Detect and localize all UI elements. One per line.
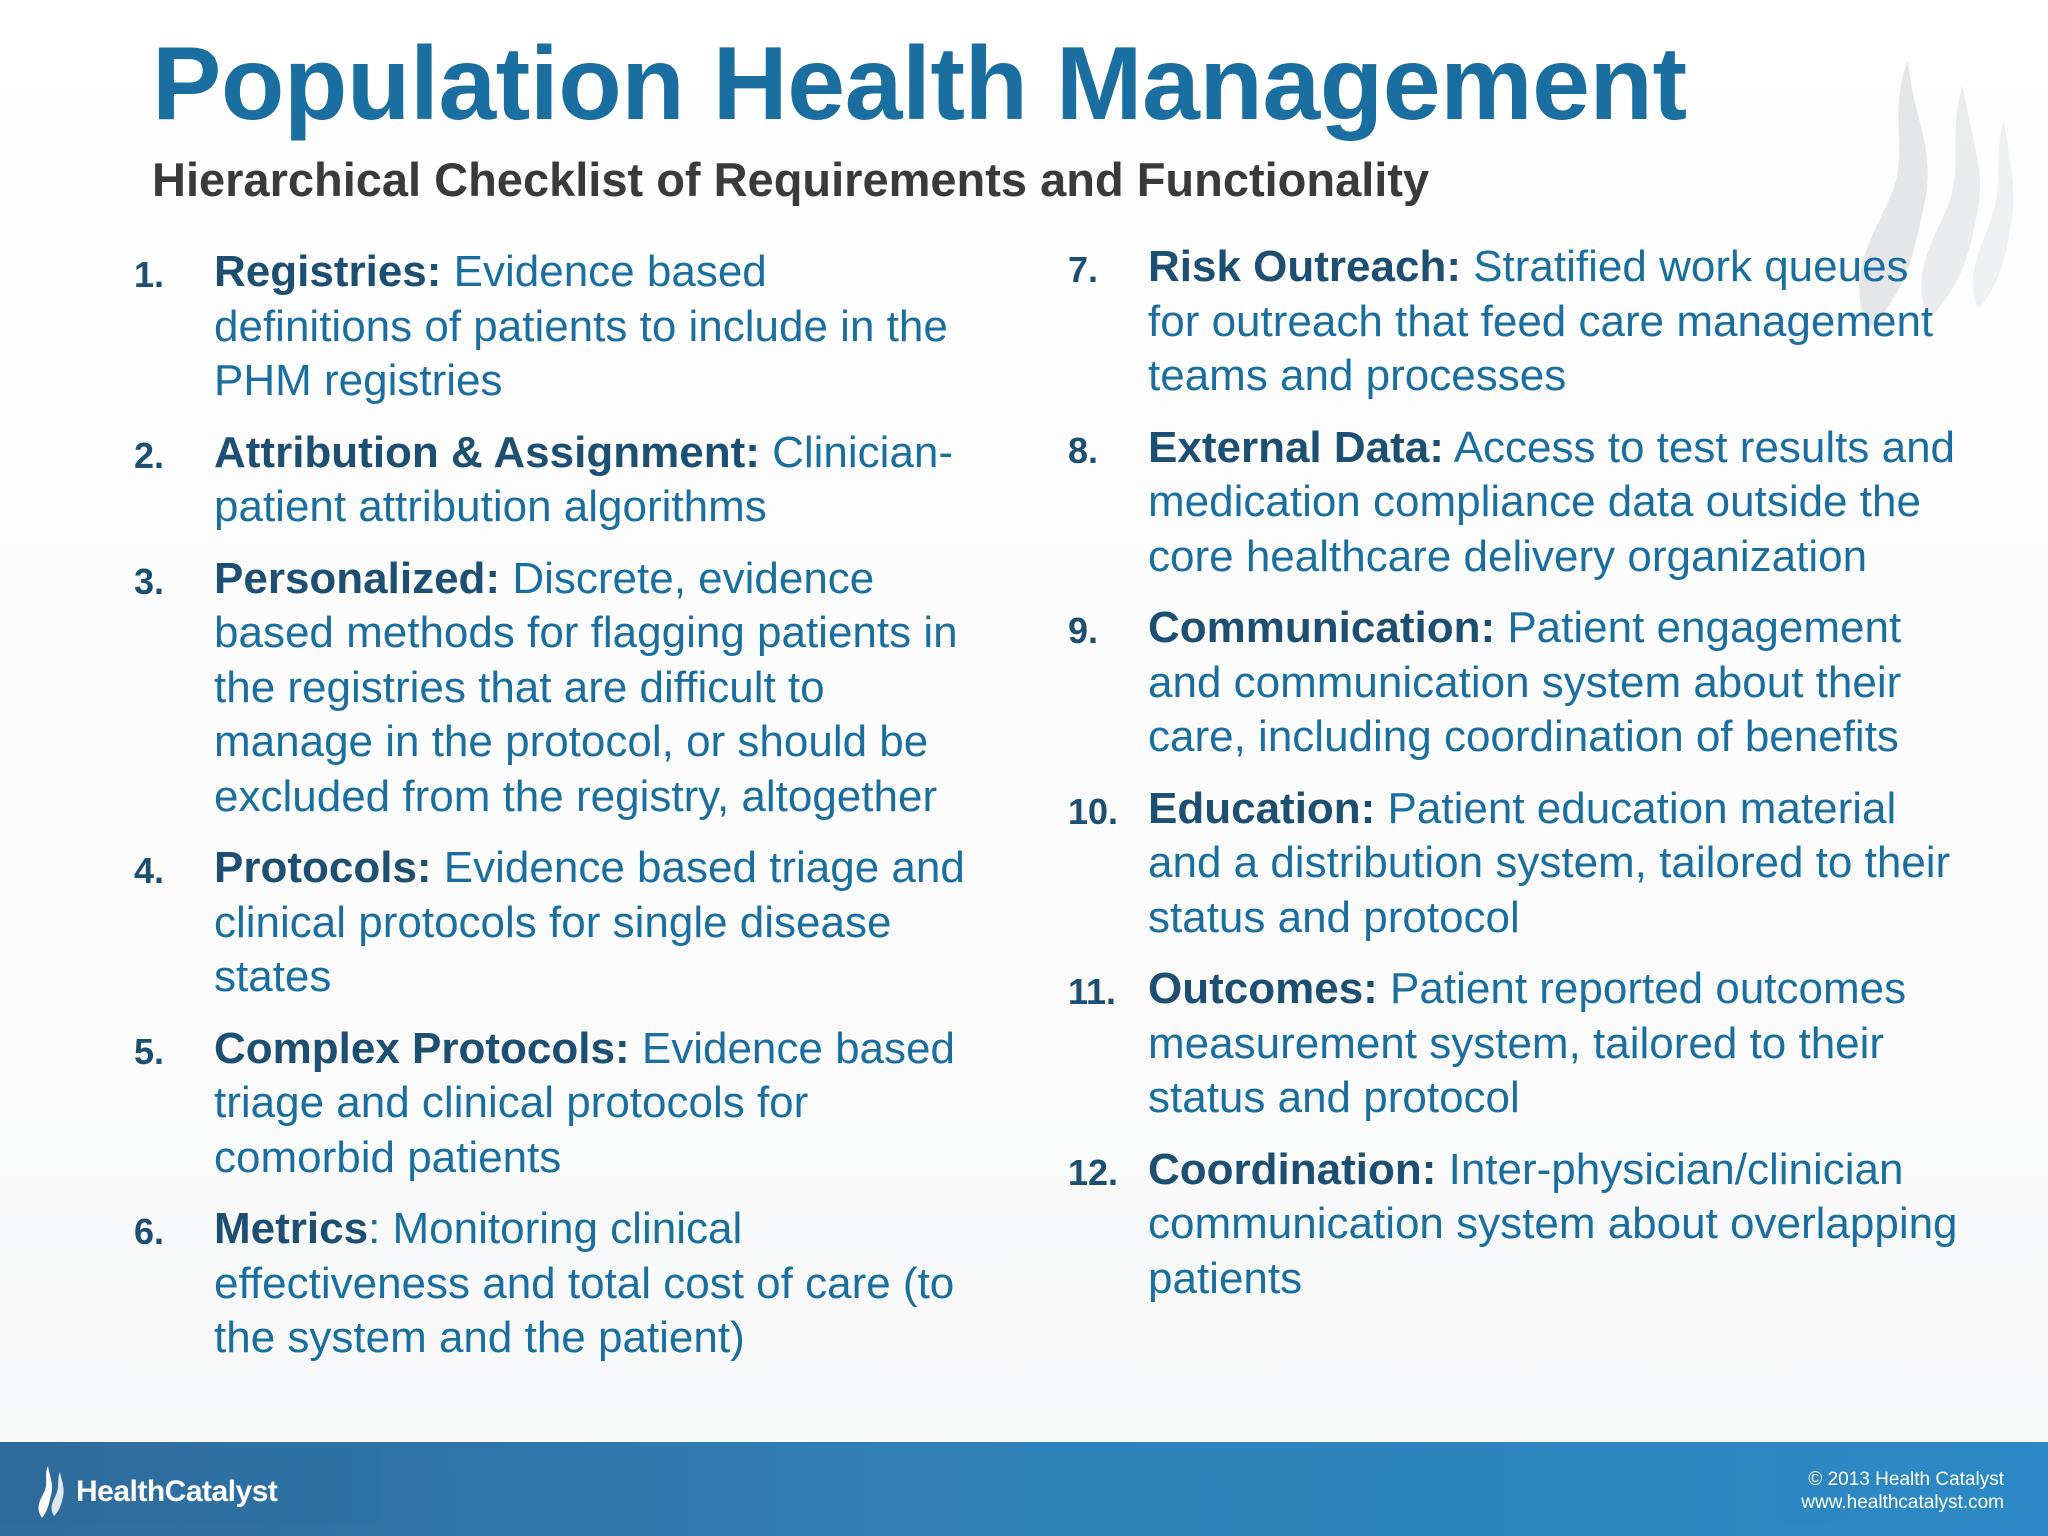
flame-icon: [34, 1464, 68, 1520]
footer-bar: [0, 1442, 2048, 1536]
logo-text: HealthCatalyst: [76, 1475, 278, 1508]
item-description: : Monitoring clinical effectiveness and total cost of care (to the system and the patient): [214, 1204, 955, 1362]
item-description: Discrete, evidence based methods for flagging patients in the registries that are difficult to manage in the protocol, or should be excluded from the registry, altogether: [214, 553, 958, 821]
item-number: 8.: [1068, 429, 1099, 471]
item-description: Evidence based triage and clinical protocols for comorbid patients: [214, 1023, 955, 1182]
checklist-item: [1068, 782, 1968, 946]
item-description: Evidence based triage and clinical protocols for single disease states: [214, 843, 965, 1001]
item-number: 12.: [1068, 1151, 1119, 1193]
item-number: 7.: [1068, 249, 1099, 290]
footer-info: [1801, 1468, 2004, 1514]
health-catalyst-logo: [34, 1464, 277, 1520]
item-term: Education:: [1148, 783, 1376, 833]
item-number: 9.: [1068, 610, 1099, 651]
item-number: 3.: [134, 560, 165, 602]
item-description: Patient education material and a distribution system, tailored to their status and protocol: [1148, 783, 1951, 942]
item-term: Coordination:: [1148, 1144, 1437, 1194]
checklist-item: [134, 1202, 974, 1366]
checklist-item: [134, 552, 974, 825]
checklist-item: [1068, 962, 1968, 1126]
item-description: Patient reported outcomes measurement system, tailored to their status and protocol: [1148, 964, 1907, 1122]
copyright-text: © 2013 Health Catalyst: [1808, 1469, 2004, 1490]
item-description: Evidence based definitions of patients to include in the PHM registries: [214, 247, 948, 405]
item-term: Attribution & Assignment:: [214, 427, 760, 477]
item-term: Outcomes:: [1148, 964, 1378, 1013]
item-term: Complex Protocols:: [214, 1023, 630, 1073]
item-description: Clinician-patient attribution algorithms: [214, 427, 954, 531]
item-term: Personalized:: [214, 553, 501, 603]
item-term: Registries:: [214, 247, 442, 296]
item-term: Risk Outreach:: [1148, 242, 1461, 291]
item-description: Stratified work queues for outreach that feed care management teams and processes: [1148, 242, 1934, 400]
checklist-right-column: [1068, 240, 1968, 1323]
item-number: 10.: [1068, 790, 1119, 832]
page-title: Population Health Management: [152, 26, 1687, 142]
checklist-item: [1068, 1143, 1968, 1307]
item-number: 1.: [134, 254, 165, 295]
item-term: Communication:: [1148, 603, 1496, 652]
checklist-item: [134, 426, 974, 535]
checklist-item: [1068, 601, 1968, 765]
item-number: 4.: [134, 850, 165, 891]
checklist-item: [134, 245, 974, 409]
item-term: Protocols:: [214, 843, 432, 892]
checklist-left-column: [134, 245, 974, 1383]
item-number: 5.: [134, 1030, 165, 1072]
item-number: 2.: [134, 434, 165, 476]
item-description: Inter-physician/clinician communication system about overlapping patients: [1148, 1144, 1958, 1303]
item-number: 6.: [134, 1211, 165, 1252]
item-term: External Data:: [1148, 422, 1444, 472]
checklist-item: [1068, 421, 1968, 585]
website-link[interactable]: www.healthcatalyst.com: [1801, 1492, 2004, 1513]
item-number: 11.: [1068, 971, 1117, 1012]
checklist-item: [134, 1022, 974, 1186]
checklist-item: [1068, 240, 1968, 404]
item-description: Patient engagement and communication system about their care, including coordination of benefits: [1148, 603, 1902, 761]
item-description: Access to test results and medication compliance data outside the core healthcare delivery organization: [1148, 422, 1956, 581]
page-subtitle: Hierarchical Checklist of Requirements and Functionality: [152, 153, 1430, 206]
item-term: Metrics: [214, 1204, 369, 1253]
checklist-item: [134, 841, 974, 1005]
